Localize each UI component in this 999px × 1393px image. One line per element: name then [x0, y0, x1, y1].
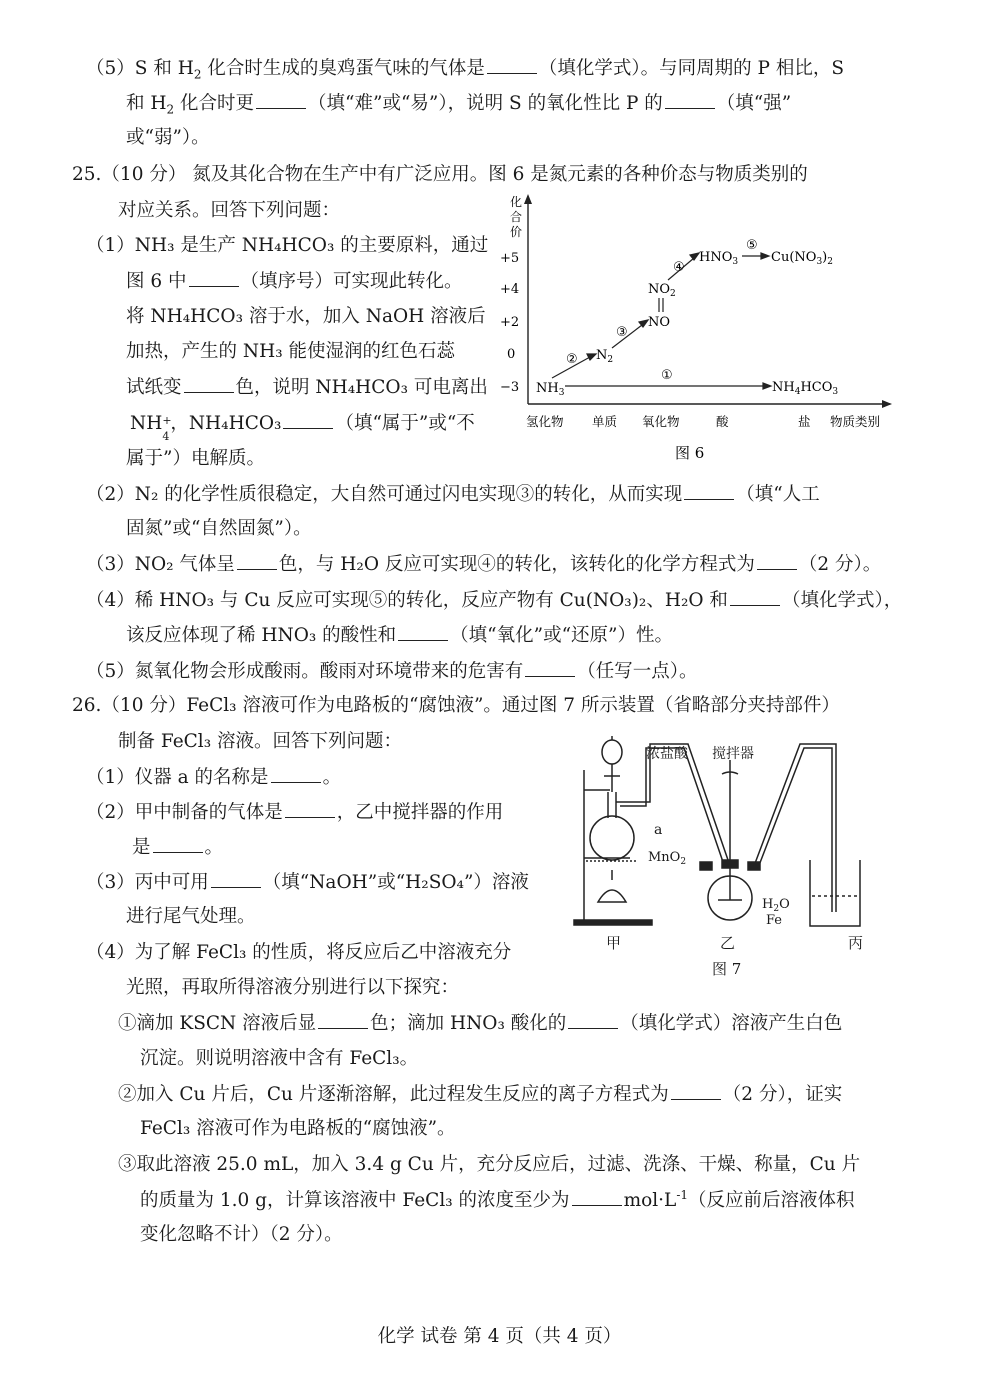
answer-blank	[189, 269, 239, 287]
answer-blank	[237, 552, 277, 570]
answer-blank	[256, 91, 306, 109]
q25-1-line3: 将 NH₄HCO₃ 溶于水，加入 NaOH 溶液后	[126, 306, 486, 327]
arrow-4-head	[690, 253, 699, 260]
q25-1-line1: （1）NH₃ 是生产 NH₄HCO₃ 的主要原料，通过	[86, 235, 489, 256]
ytick-plus2: +2	[500, 315, 520, 330]
species-no2: $NO_2$	[648, 282, 676, 299]
step-1: ①	[661, 368, 673, 383]
label-conc-hcl: 浓盐酸	[646, 746, 688, 762]
y-label-3: 价	[510, 225, 523, 239]
figure-7-caption: 图 7	[712, 960, 742, 978]
ytick-plus4: +4	[500, 282, 520, 297]
answer-blank	[757, 552, 797, 570]
flask-a	[590, 816, 634, 860]
species-hno3: $HNO_3$	[699, 250, 739, 267]
stopper-center	[722, 860, 738, 868]
answer-blank	[525, 659, 575, 677]
answer-blank	[665, 91, 715, 109]
answer-blank	[271, 765, 321, 783]
answer-blank	[184, 375, 234, 393]
q26-4-line2: 光照，再取所得溶液分别进行以下探究：	[126, 977, 460, 998]
q24-5-line1: （5）S 和 $H_2$ 化合时生成的臭鸡蛋气味的气体是 （填化学式）。与同周期的 P 相比，S	[86, 58, 845, 82]
species-cuno32: $Cu(NO_3)_2$	[771, 250, 833, 267]
label-jia: 甲	[606, 934, 622, 952]
q25-1-line6: NH + 4 ，NH₄HCO₃ （填“属于”或“不	[130, 413, 475, 443]
q26-4-sub1-line1: ①滴加 KSCN 溶液后显 色；滴加 HNO₃ 酸化的 （填化学式）溶液产生白色	[118, 1013, 843, 1034]
q24-5-line2: 和 $H_2$ 化合时更 （填“难”或“易”），说明 S 的氧化性比 P 的 （填“强”	[126, 93, 792, 117]
label-mno2: MnO$_2$	[648, 850, 687, 867]
answer-blank	[318, 1011, 368, 1029]
q26-4-sub1-line2: 沉淀。则说明溶液中含有 FeCl₃。	[140, 1048, 419, 1069]
q25-2-line2: 固氮”或“自然固氮”）。	[126, 518, 312, 539]
species-n2: $N_2$	[596, 348, 614, 365]
label-bing: 丙	[848, 934, 864, 952]
xtick-hydride: 氢化物	[526, 414, 564, 429]
q25-1-line4: 加热，产生的 NH₃ 能使湿润的红色石蕊	[126, 341, 455, 362]
q26-2-line1: （2）甲中制备的气体是 ，乙中搅拌器的作用	[86, 802, 504, 823]
answer-blank	[487, 56, 537, 74]
species-nh4hco3: $NH_4HCO_3$	[772, 380, 839, 397]
xtick-salt: 盐	[798, 414, 811, 429]
q26-1: （1）仪器 a 的名称是 。	[86, 767, 342, 788]
answer-blank	[671, 1082, 721, 1100]
step-2: ②	[566, 352, 578, 367]
q26-3-line1: （3）丙中可用 （填“NaOH”或“H₂SO₄”）溶液	[86, 872, 529, 893]
arrow-2-head	[587, 354, 596, 360]
q26-4-sub3-line2: 的质量为 1.0 g，计算该溶液中 FeCl₃ 的浓度至少为 $mol\cdot L^{-1}$（反应前后溶液体积	[140, 1187, 855, 1211]
separatory-funnel	[602, 740, 622, 764]
xtick-element: 单质	[592, 414, 618, 429]
answer-blank	[285, 800, 335, 818]
q26-3-line2: 进行尾气处理。	[126, 906, 256, 927]
q26-heading-2: 制备 FeCl₃ 溶液。回答下列问题：	[118, 731, 403, 752]
ytick-plus5: +5	[500, 251, 520, 266]
answer-blank	[211, 870, 261, 888]
q26-2-line2: 是 。	[132, 837, 224, 858]
stopper-left	[700, 862, 712, 870]
answer-blank	[283, 411, 333, 429]
q25-4-line1: （4）稀 HNO₃ 与 Cu 反应可实现⑤的转化，反应产物有 Cu(NO₃)₂、H₂O 和 （填化学式），	[86, 590, 903, 611]
figure-6-caption: 图 6	[675, 444, 705, 462]
alcohol-lamp	[598, 890, 626, 902]
arrow-1-head	[763, 383, 771, 389]
q25-2-line1: （2）N₂ 的化学性质很稳定，大自然可通过闪电实现③的转化，从而实现 （填“人工	[86, 484, 820, 505]
species-no: NO	[648, 315, 671, 330]
q24-5-line3: 或“弱”）。	[126, 127, 210, 148]
page-footer: 化学 试卷 第 4 页（共 4 页）	[377, 1326, 622, 1347]
label-stirrer: 搅拌器	[712, 746, 754, 762]
y-axis-arrow	[524, 194, 532, 204]
q25-5: （5）氮氧化物会形成酸雨。酸雨对环境带来的危害有 （任写一点）。	[86, 661, 698, 682]
arrow-5-head	[761, 253, 769, 259]
label-a: a	[654, 822, 663, 838]
label-h2o: $H_2O$	[762, 897, 790, 914]
q25-heading-2: 对应关系。回答下列问题：	[118, 200, 341, 221]
xtick-oxide: 氧化物	[642, 414, 680, 429]
step-3: ③	[616, 325, 628, 340]
q26-4-sub3-line3: 变化忽略不计）（2 分）。	[140, 1224, 343, 1245]
xtick-acid: 酸	[716, 414, 729, 429]
ytick-0: 0	[507, 347, 516, 362]
q26-4-sub3-line1: ③取此溶液 25.0 mL，加入 3.4 g Cu 片，充分反应后，过滤、洗涤、干燥、称量，Cu 片	[118, 1154, 861, 1175]
x-axis-arrow	[882, 400, 892, 408]
figure-6	[480, 192, 900, 462]
q25-3: （3）NO₂ 气体呈 色，与 H₂O 反应可实现④的转化，该转化的化学方程式为 （2 分）。	[86, 554, 882, 575]
q26-heading: 26.（10 分）FeCl₃ 溶液可作为电路板的“腐蚀液”。通过图 7 所示装置（省略部分夹持部件）	[72, 695, 840, 716]
q26-4-line1: （4）为了解 FeCl₃ 的性质，将反应后乙中溶液充分	[86, 942, 512, 963]
ytick-minus3: −3	[500, 380, 520, 395]
q25-4-line2: 该反应体现了稀 HNO₃ 的酸性和 （填“氧化”或“还原”）性。	[126, 625, 674, 646]
label-fe: Fe	[766, 913, 783, 928]
answer-blank	[572, 1188, 622, 1206]
step-4: ④	[673, 260, 685, 275]
label-yi: 乙	[720, 934, 736, 952]
q25-1-line2: 图 6 中 （填序号）可实现此转化。	[126, 271, 463, 292]
species-nh3: $NH_3$	[536, 381, 565, 398]
answer-blank	[398, 623, 448, 641]
answer-blank	[684, 482, 734, 500]
answer-blank	[153, 835, 203, 853]
xtick-category: 物质类别	[830, 414, 881, 429]
q25-heading: 25.（10 分） 氮及其化合物在生产中有广泛应用。图 6 是氮元素的各种价态与物质类别的	[72, 164, 808, 185]
figure-7	[570, 730, 900, 980]
q25-1-line5: 试纸变 色，说明 NH₄HCO₃ 可电离出	[126, 377, 488, 398]
q25-1-line7: 属于”）电解质。	[126, 448, 265, 469]
stand-base	[574, 920, 652, 925]
y-label-1: 化	[510, 195, 523, 209]
y-label-2: 合	[510, 210, 523, 224]
answer-blank	[568, 1011, 618, 1029]
step-5: ⑤	[746, 238, 758, 253]
answer-blank	[730, 588, 780, 606]
q26-4-sub2-line2: FeCl₃ 溶液可作为电路板的“腐蚀液”。	[140, 1118, 456, 1139]
delivery-tube-2	[754, 744, 836, 912]
q26-4-sub2-line1: ②加入 Cu 片后，Cu 片逐渐溶解，此过程发生反应的离子方程式为 （2 分），证实	[118, 1084, 843, 1105]
beaker	[810, 860, 860, 926]
